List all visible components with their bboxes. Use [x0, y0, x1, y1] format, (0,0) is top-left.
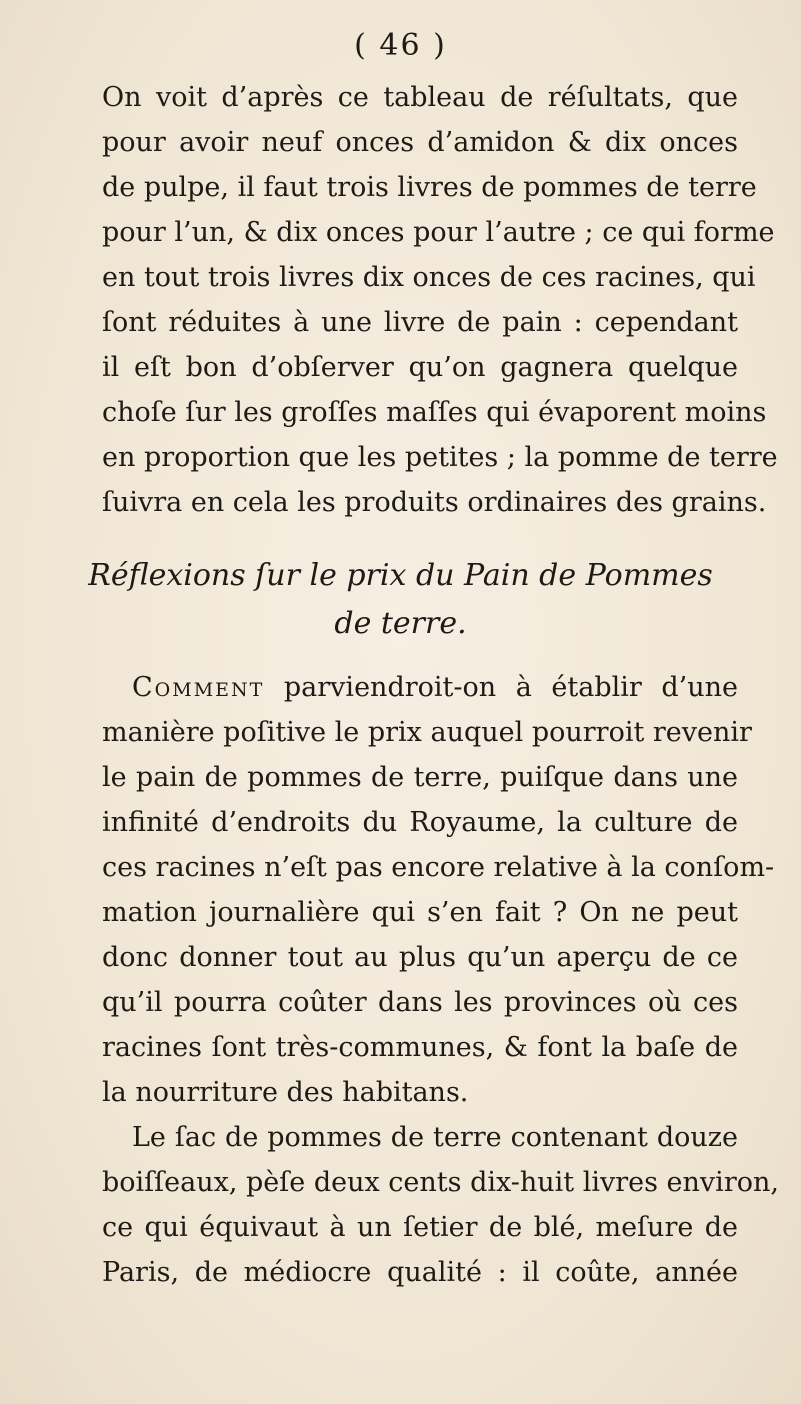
text-line: racines ſont très-communes, & font la baſe de	[102, 1032, 738, 1063]
text-line: ce qui équivaut à un ſetier de blé, meſure de	[102, 1212, 738, 1243]
text-line: pour avoir neuf onces d’amidon & dix onces	[102, 127, 738, 158]
text-line: il eſt bon d’obſerver qu’on gagnera quelque	[102, 352, 738, 383]
text-line: ſont réduites à une livre de pain : cependant	[102, 307, 738, 338]
text-line: donc donner tout au plus qu’un aperçu de ce	[102, 942, 738, 973]
text-line: manière poſitive le prix auquel pourroit revenir	[102, 717, 752, 748]
text-line-first	[132, 670, 738, 706]
first-line-rest: parviendroit-on à établir d’une	[264, 672, 738, 703]
text-line: infinité d’endroits du Royaume, la culture de	[102, 807, 738, 838]
text-line: en proportion que les petites ; la pomme de terre	[102, 442, 778, 473]
section-heading-line-1: Réflexions ſur le prix du Pain de Pommes	[88, 558, 713, 593]
text-line: mation journalière qui s’en fait ? On ne peut	[102, 897, 738, 928]
text-line: Le ſac de pommes de terre contenant douze	[132, 1122, 738, 1153]
page-number: ( 46 )	[354, 28, 447, 63]
text-line: ſuivra en cela les produits ordinaires des grains.	[102, 487, 767, 518]
drop-word: Comment	[132, 672, 265, 703]
text-line: la nourriture des habitans.	[102, 1077, 469, 1108]
text-line: boiſſeaux, pèſe deux cents dix-huit livres environ,	[102, 1167, 779, 1198]
text-line: On voit d’après ce tableau de réſultats, que	[102, 82, 738, 113]
text-line: pour l’un, & dix onces pour l’autre ; ce qui forme	[102, 217, 775, 248]
text-line: le pain de pommes de terre, puiſque dans une	[102, 762, 738, 793]
text-line: qu’il pourra coûter dans les provinces où ces	[102, 987, 738, 1018]
section-heading-line-2: de terre.	[334, 606, 467, 641]
text-line: ces racines n’eſt pas encore relative à la conſom-	[102, 852, 775, 883]
text-line: Paris, de médiocre qualité : il coûte, année	[102, 1257, 738, 1288]
text-line: de pulpe, il faut trois livres de pommes de terre	[102, 172, 757, 203]
text-line: en tout trois livres dix onces de ces racines, qui	[102, 262, 756, 293]
text-line: choſe ſur les groſſes maſſes qui évaporent moins	[102, 397, 767, 428]
